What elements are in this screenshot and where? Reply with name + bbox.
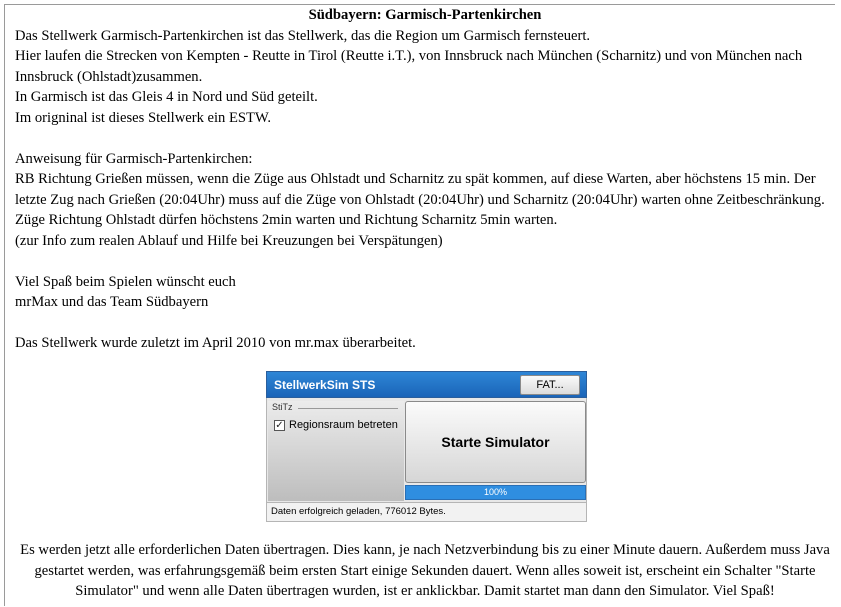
signoff-line-2: mrMax und das Team Südbayern bbox=[15, 294, 209, 310]
intro-line-1: Das Stellwerk Garmisch-Partenkirchen ist das Stellwerk, das die Region um Garmisch fernsteuert. bbox=[15, 27, 591, 44]
intro-line-4: Im origninal ist dieses Stellwerk ein ESTW. bbox=[15, 109, 272, 126]
instructions-heading: Anweisung für Garmisch-Partenkirchen: bbox=[15, 150, 253, 167]
main-content bbox=[15, 5, 835, 354]
applet-body bbox=[266, 398, 587, 502]
regionsraum-checkbox-row[interactable] bbox=[274, 419, 398, 431]
intro-line-2: Hier laufen die Strecken von Kempten - Reutte in Tirol (Reutte i.T.), von Innsbruck nach München (Scharnitz) und von München nach Innsbruck (Ohlstadt)zusammen. bbox=[15, 48, 803, 85]
stellwerksim-applet bbox=[266, 371, 587, 522]
signoff-line-1: Viel Spaß beim Spielen wünscht euch bbox=[15, 273, 236, 290]
applet-title: StellwerkSim STS bbox=[274, 378, 376, 392]
options-panel bbox=[268, 401, 404, 501]
page-title: Südbayern: Garmisch-Partenkirchen bbox=[308, 7, 542, 23]
regionsraum-checkbox[interactable]: ✓ bbox=[275, 419, 284, 431]
instructions-line-2: Züge Richtung Ohlstadt dürfen höchstens 2min warten und Richtung Scharnitz 5min warten. bbox=[15, 212, 558, 228]
instructions-line-3: (zur Info zum realen Ablauf und Hilfe bei Kreuzungen bei Verspätungen) bbox=[15, 232, 443, 249]
info-paragraph: Es werden jetzt alle erforderlichen Daten übertragen. Dies kann, je nach Netzverbindung bis zu einer Minute dauern. Außerdem muss Java gestartet werden, was erfahrungsgemäß beim ersten Start einige Sekunden dauert. Wenn alles soweit ist, erscheint ein Schalter "Starte Simulator" und wenn alle Daten übertragen wurden, ist er anklickbar. Damit startet man dann den Simulator. Viel Spaß! bbox=[20, 542, 830, 599]
instructions-line-1: RB Richtung Grießen müssen, wenn die Züge aus Ohlstadt und Scharnitz zu spät kommen, auf diese Warten, aber höchstens 15 min. Der letzte Zug nach Grießen (20:04Uhr) muss auf die Züge von Ohlstadt (20:04Uhr) und Scharnitz (20:04Uhr) warten ohne Zeitbeschränkung. bbox=[15, 171, 825, 208]
applet-title-bar bbox=[266, 371, 587, 398]
group-label: StiTz bbox=[272, 402, 293, 412]
revision-note: Das Stellwerk wurde zuletzt im April 2010 von mr.max überarbeitet. bbox=[15, 335, 416, 351]
group-divider bbox=[298, 408, 398, 409]
progress-bar bbox=[405, 485, 586, 500]
regionsraum-checkbox-label[interactable]: Regionsraum betreten bbox=[289, 419, 398, 431]
start-simulator-button[interactable]: Starte Simulator bbox=[405, 401, 586, 483]
intro-line-3: In Garmisch ist das Gleis 4 in Nord und Süd geteilt. bbox=[15, 89, 318, 105]
status-bar: Daten erfolgreich geladen, 776012 Bytes. bbox=[266, 502, 587, 522]
fat-button[interactable]: FAT... bbox=[520, 375, 580, 395]
progress-text: 100% bbox=[483, 487, 508, 497]
